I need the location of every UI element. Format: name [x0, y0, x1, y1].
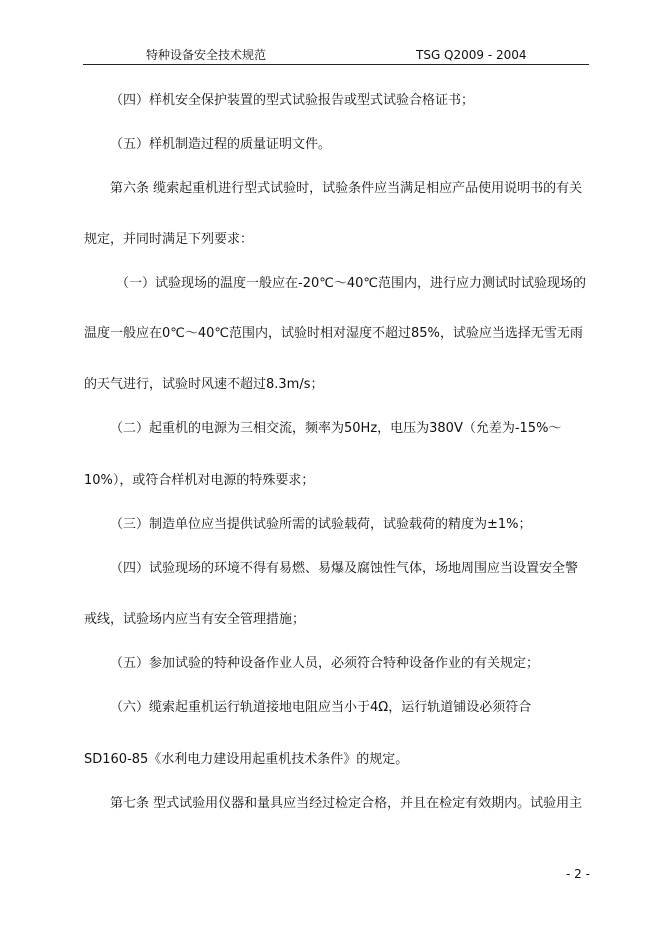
text-line: （六）缆索起重机运行轨道接地电阻应当小于4Ω，运行轨道铺设必须符合	[110, 700, 532, 715]
header-title: 特种设备安全技术规范	[146, 48, 267, 62]
text-line: （三）制造单位应当提供试验所需的试验载荷，试验载荷的精度为±1%；	[110, 517, 532, 532]
text-line: （五）样机制造过程的质量证明文件。	[110, 137, 332, 152]
text-line: （四）样机安全保护装置的型式试验报告或型式试验合格证书；	[110, 93, 475, 108]
text-line: （五）参加试验的特种设备作业人员，必须符合特种设备作业的有关规定；	[110, 656, 540, 671]
page-number: - 2 -	[566, 867, 590, 881]
text-line: 10%），或符合样机对电源的特殊要求；	[84, 473, 315, 488]
text-line: SD160-85《水利电力建设用起重机技术条件》的规定。	[84, 752, 409, 767]
text-line: 戒线，试验场内应当有安全管理措施；	[84, 612, 306, 627]
text-line: （一）试验现场的温度一般应在-20℃～40℃范围内，进行应力测试时试验现场的	[116, 276, 586, 291]
text-line: 第七条 型式试验用仪器和量具应当经过检定合格，并且在检定有效期内。试验用主	[110, 796, 583, 811]
text-line: 第六条 缆索起重机进行型式试验时，试验条件应当满足相应产品使用说明书的有关	[110, 181, 583, 196]
text-line: 的天气进行，试验时风速不超过8.3m/s；	[84, 377, 324, 392]
text-line: 温度一般应在0℃～40℃范围内，试验时相对湿度不超过85%，试验应当选择无雪无雨	[84, 326, 583, 341]
text-line: （四）试验现场的环境不得有易燃、易爆及腐蚀性气体，场地周围应当设置安全警	[110, 561, 579, 576]
header-divider	[83, 64, 589, 65]
text-line: 规定，并同时满足下列要求：	[84, 232, 254, 247]
text-line: （二）起重机的电源为三相交流，频率为50Hz，电压为380V（允差为-15%～	[110, 421, 562, 436]
header-code: TSG Q2009 - 2004	[416, 48, 527, 62]
